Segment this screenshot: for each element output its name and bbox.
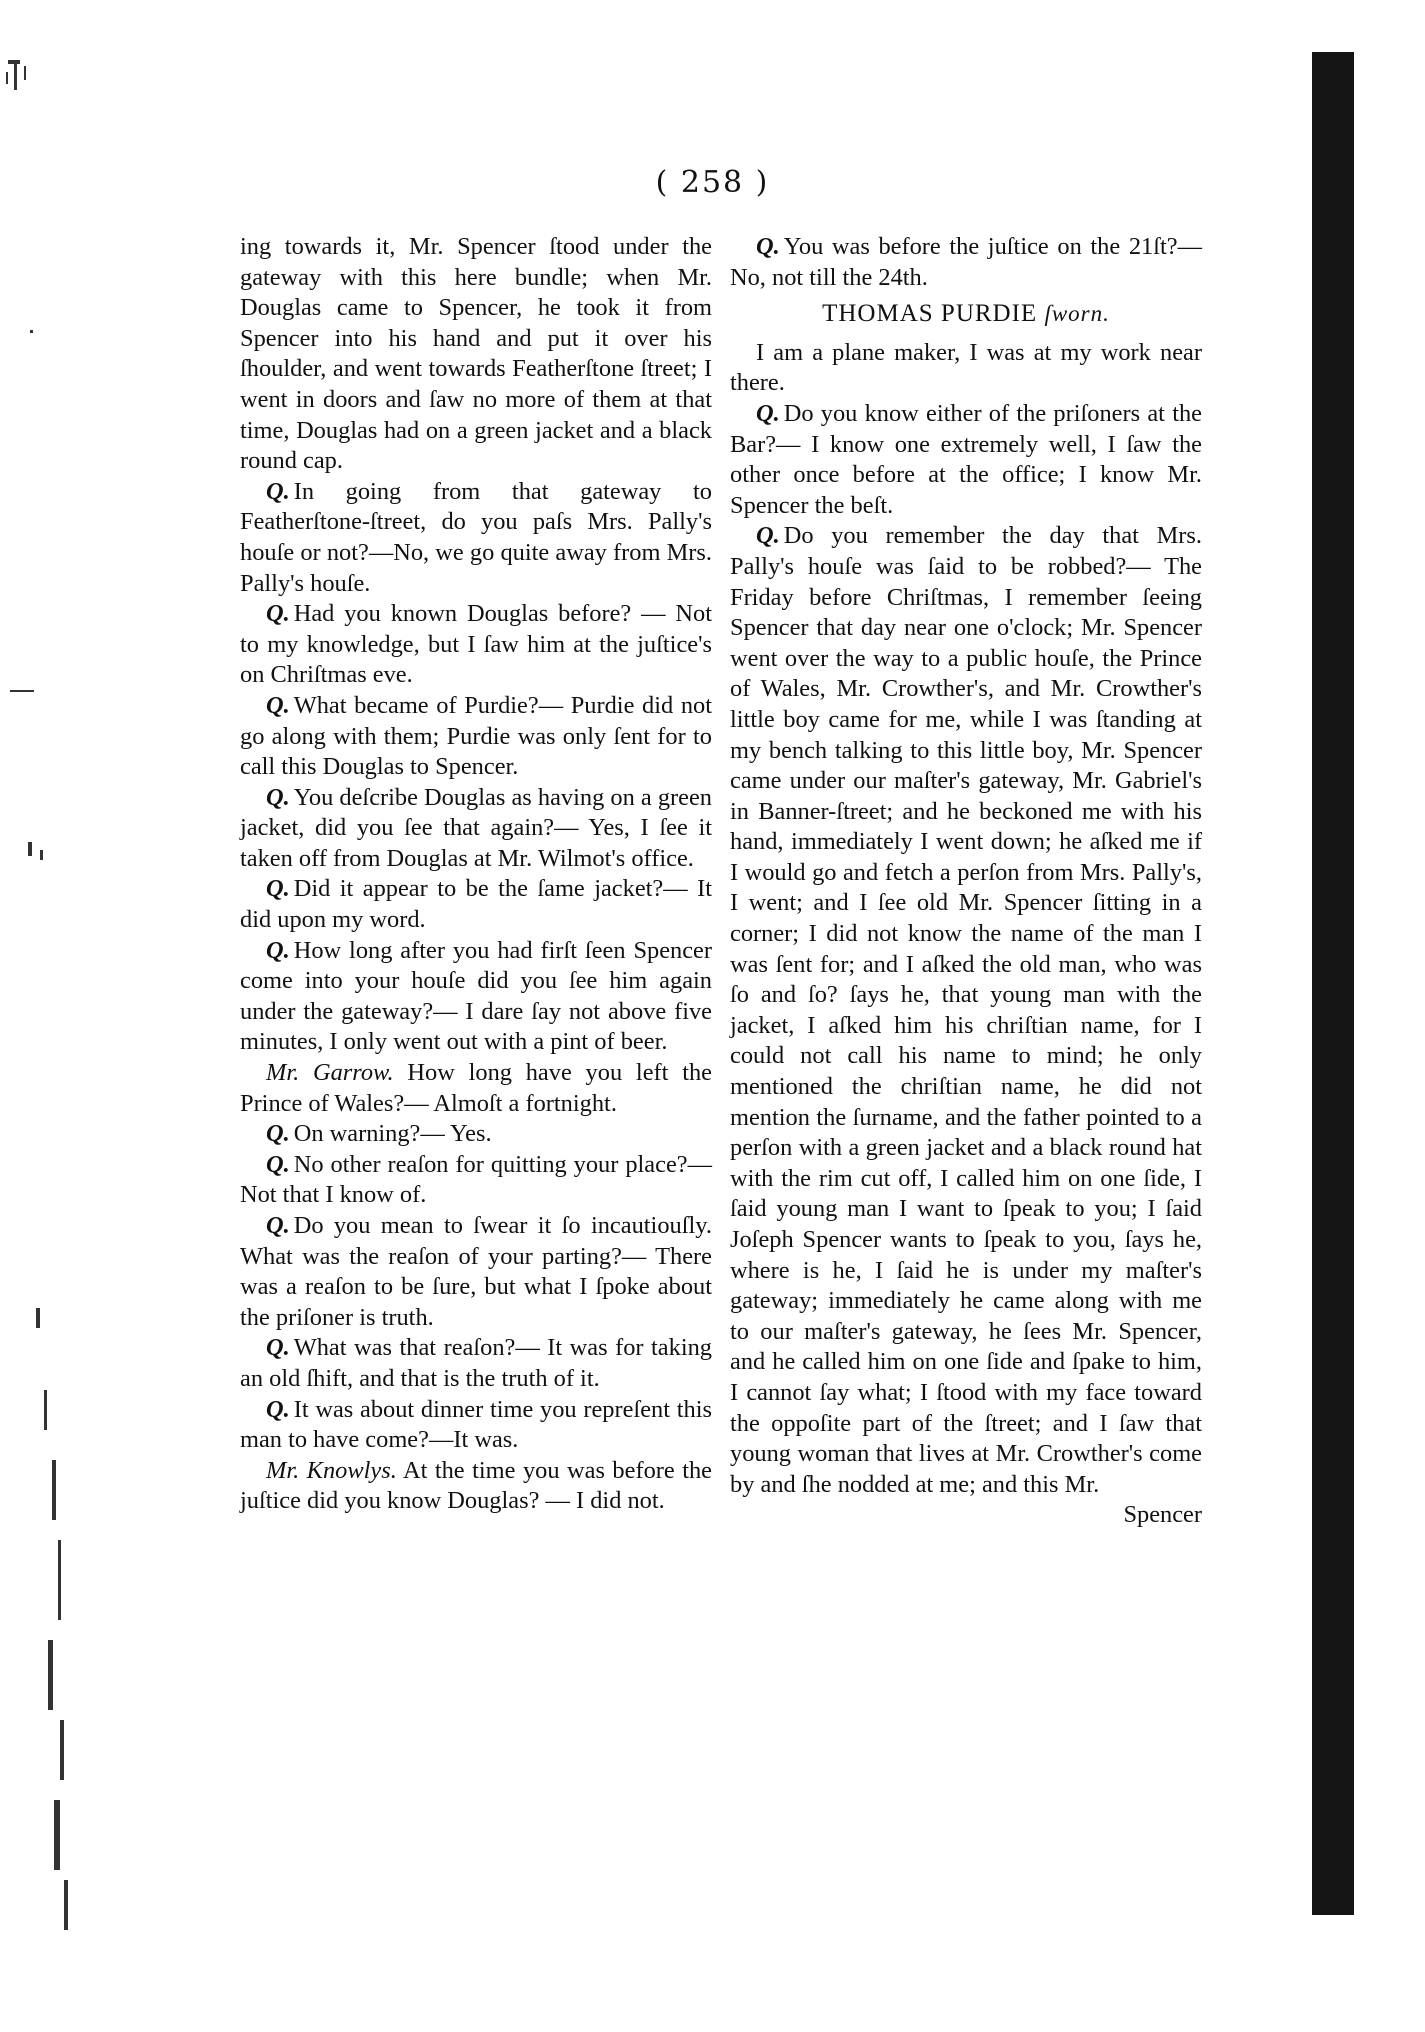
- testimony-paragraph: Q. In going from that gateway to Featherſtone-ſtreet, do you paſs Mrs. Pally's houſe or not?—No, we go quite away from Mrs. Pally's houſe.: [240, 477, 712, 597]
- question-mark: Q.: [266, 783, 290, 811]
- testimony-paragraph: Q. Do you know either of the priſoners at the Bar?— I know one extremely well, I ſaw the other once before at the office; I know Mr. Spencer the beſt.: [730, 399, 1202, 519]
- question-mark: Q.: [266, 1334, 290, 1362]
- question-mark: Q.: [266, 875, 290, 903]
- left-column: [240, 232, 712, 1517]
- testimony-paragraph: Mr. Knowlys. At the time you was before the juſtice did you know Douglas? — I did not.: [240, 1456, 712, 1515]
- testimony-paragraph: Q. What became of Purdie?— Purdie did not go along with them; Purdie was only ſent for to call this Douglas to Spencer.: [240, 691, 712, 781]
- question-mark: Q.: [756, 233, 780, 260]
- testimony-paragraph: Q. No other reaſon for quitting your place?— Not that I know of.: [240, 1150, 712, 1209]
- question-mark: Q.: [266, 1150, 290, 1178]
- testimony-paragraph: Q. Do you mean to ſwear it ſo incautiouſly. What was the reaſon of your parting?— There was a reaſon to be ſure, but what I ſpoke about the priſoner is truth.: [240, 1212, 712, 1331]
- question-mark: Q.: [266, 1212, 290, 1239]
- testimony-paragraph: Q. Do you remember the day that Mrs. Pally's houſe was ſaid to be robbed?— The Friday before Chriſtmas, I remember ſeeing Spencer that day near one o'clock; Mr. Spencer went over the way to a public houſe, the Prince of Wales, Mr. Crowther's, and Mr. Crowther's little boy came for me, while I was ſtanding at my bench talking to this little boy, Mr. Spencer came under our maſter's gateway, Mr. Gabriel's in Banner-ſtreet; and he beckoned me with his hand, immediately I went down; he aſked me if I would go and fetch a perſon from Mrs. Pally's, I went; and I ſee old Mr. Spencer ſitting in a corner; I did not know the name of the man I was ſent for; and I aſked the old man, who was ſo and ſo? ſays he, that young man with the jacket, I aſked him his chriſtian name, for I could not call his name to mind; he only mentioned the chriſtian name, he did not mention the ſurname, and the father pointed to a perſon with a green jacket and a black round hat with the rim cut off, I called him on one ſide, I ſaid young man I want to ſpeak to you; I ſaid Joſeph Spencer wants to ſpeak to you, ſays he, where is he, I ſaid he is under my maſter's gateway; immediately he came along with me to our maſter's gateway, he ſees Mr. Spencer, and he called him on one ſide and ſpake to him, I cannot ſay what; I ſtood with my face toward the oppoſite part of the ſtreet; and I ſaw that young woman that lives at Mr. Crowther's come by and ſhe nodded at me; and this Mr.: [730, 522, 1202, 1498]
- margin-scan-marks: [0, 60, 100, 1940]
- testimony-paragraph: Q. It was about dinner time you repreſent this man to have come?—It was.: [240, 1395, 712, 1454]
- witness-heading: [730, 299, 1202, 330]
- question-mark: Q.: [266, 1120, 290, 1148]
- testimony-paragraph: I am a plane maker, I was at my work near there.: [730, 338, 1202, 397]
- speaker-name: Mr. Knowlys.: [266, 1456, 397, 1484]
- binding-edge: [1312, 52, 1354, 1915]
- testimony-paragraph: Q. You was before the juſtice on the 21ſt?— No, not till the 24th.: [730, 233, 1202, 291]
- question-mark: Q.: [756, 522, 780, 550]
- testimony-paragraph: Q. What was that reaſon?— It was for taking an old ſhift, and that is the truth of it.: [240, 1334, 712, 1392]
- speaker-name: Mr. Garrow.: [266, 1059, 394, 1087]
- witness-name: THOMAS PURDIE: [822, 300, 1038, 328]
- question-mark: Q.: [266, 477, 290, 505]
- testimony-paragraph: Q. You deſcribe Douglas as having on a green jacket, did you ſee that again?— Yes, I ſee it taken off from Douglas at Mr. Wilmot's office.: [240, 783, 712, 872]
- question-mark: Q.: [266, 691, 290, 719]
- question-mark: Q.: [266, 936, 290, 964]
- question-mark: Q.: [266, 1395, 290, 1423]
- question-mark: Q.: [756, 399, 780, 427]
- question-mark: Q.: [266, 600, 290, 628]
- testimony-paragraph: Q. On warning?— Yes.: [266, 1120, 492, 1148]
- testimony-paragraph: Q. Did it appear to be the ſame jacket?— It did upon my word.: [240, 875, 712, 934]
- page-number: ( 258 ): [655, 165, 770, 200]
- witness-status: ſworn.: [1044, 301, 1110, 327]
- testimony-paragraph: Q. Had you known Douglas before? — Not to my knowledge, but I ſaw him at the juſtice's on Chriſtmas eve.: [240, 600, 712, 689]
- testimony-paragraph: Mr. Garrow. How long have you left the Prince of Wales?— Almoſt a fortnight.: [240, 1059, 712, 1117]
- catchword: Spencer: [1123, 1501, 1202, 1529]
- testimony-paragraph: Q. How long after you had firſt ſeen Spencer come into your houſe did you ſee him again under the gateway?— I dare ſay not above five minutes, I only went out with a pint of beer.: [240, 936, 712, 1056]
- right-column: [730, 232, 1202, 1531]
- testimony-paragraph: ing towards it, Mr. Spencer ſtood under the gateway with this here bundle; when Mr. Douglas came to Spencer, he took it from Spencer into his hand and put it over his ſhoulder, and went towards Featherſtone ſtreet; I went in doors and ſaw no more of them at that time, Douglas had on a green jacket and a black round cap.: [240, 233, 712, 475]
